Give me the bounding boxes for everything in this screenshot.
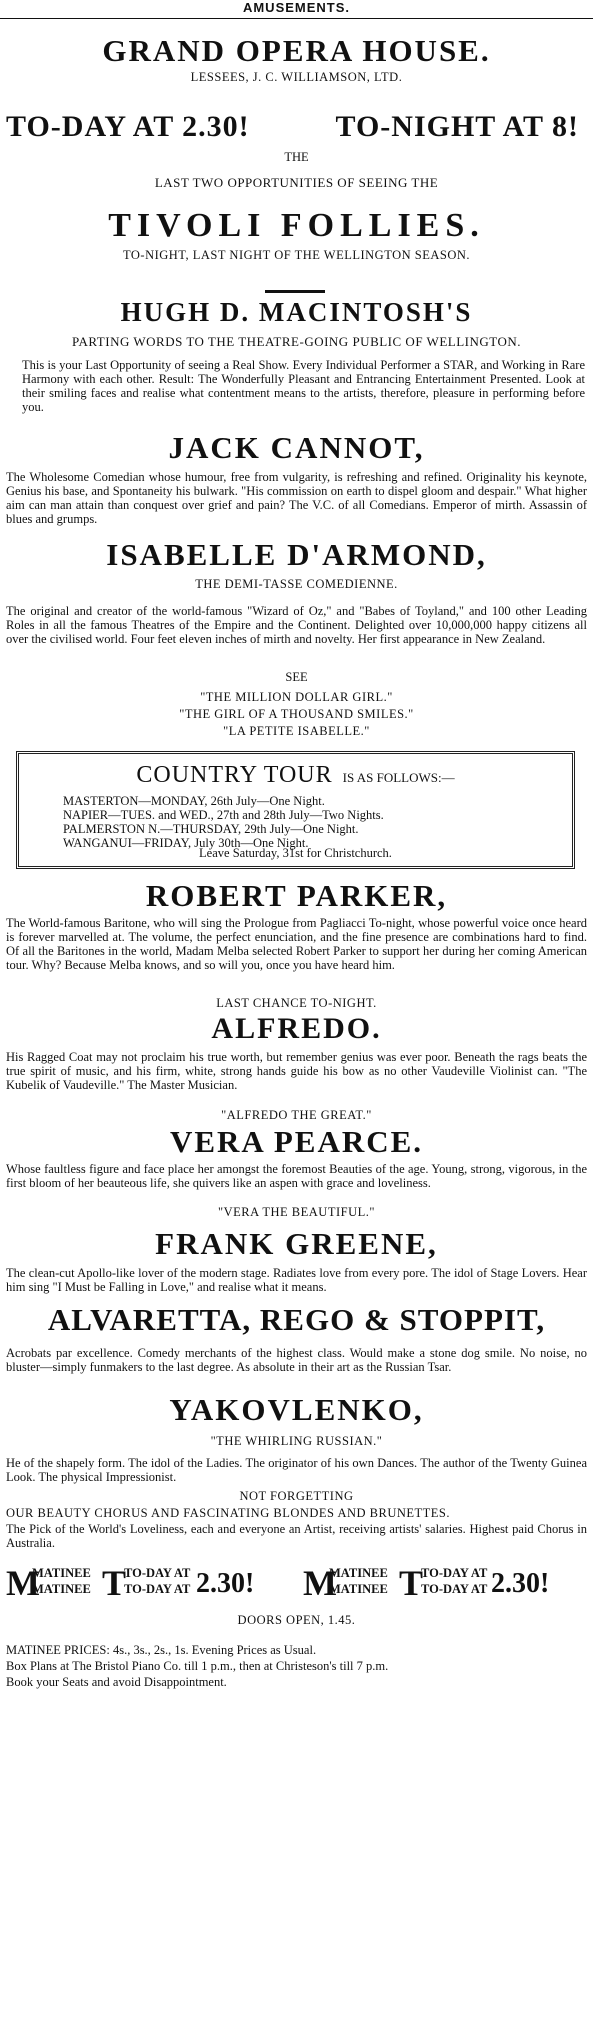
tour-date: PALMERSTON N.—THURSDAY, 29th July—One Night. <box>63 822 359 836</box>
matinee-label: MATINEE <box>32 1582 91 1596</box>
theatre-lessees: LESSEES, J. C. WILLIAMSON, LTD. <box>190 70 403 84</box>
pearce-name: VERA PEARCE. <box>169 1124 424 1159</box>
ornament-divider <box>265 290 325 293</box>
yakovlenko-body: He of the shapely form. The idol of the Ladies. The originator of his own Dances. The author of the Twenty Guinea Look. The physical Impressionist. <box>6 1456 587 1484</box>
parker-name: ROBERT PARKER, <box>145 878 448 913</box>
alvaretta-name: ALVARETTA, REGO & STOPPIT, <box>47 1302 546 1337</box>
darmond-nickname: "LA PETITE ISABELLE." <box>223 724 370 738</box>
tour-date: MASTERTON—MONDAY, 26th July—One Night. <box>63 794 325 808</box>
opportunities-line: LAST TWO OPPORTUNITIES OF SEEING THE <box>154 175 439 190</box>
booking-note: Book your Seats and avoid Disappointment. <box>6 1675 227 1689</box>
darmond-nickname: "THE MILLION DOLLAR GIRL." <box>200 690 393 704</box>
alfredo-name: ALFREDO. <box>211 1012 382 1045</box>
matinee-block-right: M MATINEE MATINEE T TO-DAY AT TO-DAY AT 2.30! <box>303 1563 550 1603</box>
section-header: AMUSEMENTS. <box>242 0 351 15</box>
matinee-prices: MATINEE PRICES: 4s., 3s., 2s., 1s. Evening Prices as Usual. <box>6 1643 317 1657</box>
doors-open: DOORS OPEN, 1.45. <box>237 1613 356 1627</box>
darmond-see: SEE <box>285 670 308 684</box>
parker-body: The World-famous Baritone, who will sing the Prologue from Pagliacci To-night, whose powerful voice once heard is forever marvelled at. The volume, the perfect enunciation, and the fine presence are combinations hard to find. Of all the Baritones in the world, Madam Melba selected Robert Parker to support her during her coming American tour. Why? Because Melba knows, and so will you, once you have heard him. <box>6 916 587 972</box>
matinee-day: TO-DAY AT <box>124 1582 191 1596</box>
darmond-name: ISABELLE D'ARMOND, <box>106 537 487 572</box>
pearce-body: Whose faultless figure and face place her amongst the foremost Beauties of the age. Young, strong, vigorous, in the first bloom of her beauteous life, she quivers like an aspen with grace and loveliness. <box>6 1162 587 1190</box>
beauty-chorus-body: The Pick of the World's Loveliness, each and everyone an Artist, receiving artists' salaries. Highest paid Chorus in Australia. <box>6 1522 587 1550</box>
matinee-label: MATINEE <box>329 1582 388 1596</box>
pearce-tagline: "VERA THE BEAUTIFUL." <box>218 1205 375 1219</box>
header-divider <box>0 18 593 19</box>
tour-date: WANGANUI—FRIDAY, July 30th—One Night. <box>63 836 309 850</box>
darmond-body: The original and creator of the world-famous "Wizard of Oz," and "Babes of Toyland," and 100 other Leading Roles in all the famous Theatres of the Empire and the Continent. Delighted over 10,000,000 happy citizens all over the civilised world. Four feet eleven inches of mirth and novelty. Her first appearance in New Zealand. <box>6 604 587 646</box>
macintosh-body: This is your Last Opportunity of seeing a Real Show. Every Individual Performer a STAR, and Working in Rare Harmony with each other. Result: The Wonderfully Pleasant and Entrancing Entertainment Presented. Look at their smiling faces and realise what contentment means to the artists, therefore, pleasure in performing before you. <box>22 358 585 414</box>
matinee-block-left: M MATINEE MATINEE T TO-DAY AT TO-DAY AT 2.30! <box>6 1563 255 1603</box>
tour-title: COUNTRY TOUR <box>136 762 333 788</box>
matinee-label: MATINEE <box>32 1566 91 1580</box>
season-line: TO-NIGHT, LAST NIGHT OF THE WELLINGTON SEASON. <box>122 248 471 262</box>
tour-date: NAPIER—TUES. and WED., 27th and 28th July—Two Nights. <box>63 808 384 822</box>
greene-body: The clean-cut Apollo-like lover of the modern stage. Radiates love from every pore. The idol of Stage Lovers. Hear him sing "I Must be Falling in Love," and realise what it means. <box>6 1266 587 1294</box>
yakovlenko-subtitle: "THE WHIRLING RUSSIAN." <box>210 1434 383 1448</box>
theatre-name: GRAND OPERA HOUSE. <box>102 33 491 68</box>
matinee-label: MATINEE <box>329 1566 388 1580</box>
greene-name: FRANK GREENE, <box>155 1226 438 1261</box>
yakovlenko-name: YAKOVLENKO, <box>169 1392 424 1427</box>
alfredo-body: His Ragged Coat may not proclaim his true worth, but remember genius was ever poor. Beneath the rags beats the true spirit of music, and his firm, white, strong hands guide his bow as no other Vaudeville Violinist can. "The Kubelik of Vaudeville." The Master Musician. <box>6 1050 587 1092</box>
darmond-subtitle: THE DEMI-TASSE COMEDIENNE. <box>195 577 398 591</box>
matinee-day: TO-DAY AT <box>421 1566 488 1580</box>
alfredo-tagline: "ALFREDO THE GREAT." <box>221 1108 372 1122</box>
matinee-time: 2.30! <box>196 1568 255 1599</box>
tour-heading <box>19 762 572 789</box>
box-plans: Box Plans at The Bristol Piano Co. till 1 p.m., then at Christeson's till 7 p.m. <box>6 1659 389 1673</box>
darmond-nickname: "THE GIRL OF A THOUSAND SMILES." <box>179 707 414 721</box>
alvaretta-body: Acrobats par excellence. Comedy merchants of the highest class. Would make a stone dog smile. No noise, no bluster—simply funmakers to the last degree. As absolute in their art as the Russian Tsar. <box>6 1346 587 1374</box>
macintosh-subtitle: PARTING WORDS TO THE THEATRE-GOING PUBLIC OF WELLINGTON. <box>71 334 521 349</box>
cannot-name: JACK CANNOT, <box>168 430 425 465</box>
matinee-time: TO-DAY AT 2.30! <box>6 110 250 143</box>
performance-times <box>6 110 587 148</box>
matinee-day: TO-DAY AT <box>421 1582 488 1596</box>
matinee-time: 2.30! <box>491 1568 550 1599</box>
matinee-banner <box>6 1562 587 1602</box>
country-tour-box <box>16 751 575 869</box>
the-label: THE <box>284 150 309 164</box>
macintosh-name: HUGH D. MACINTOSH'S <box>120 297 473 327</box>
beauty-chorus-heading: OUR BEAUTY CHORUS AND FASCINATING BLONDES AND BRUNETTES. <box>6 1506 450 1520</box>
alfredo-last-chance: LAST CHANCE TO-NIGHT. <box>216 996 377 1010</box>
matinee-day: TO-DAY AT <box>124 1566 191 1580</box>
tour-dates <box>63 794 566 850</box>
not-forgetting: NOT FORGETTING <box>239 1489 354 1503</box>
show-title: TIVOLI FOLLIES. <box>108 207 485 244</box>
tour-leave: Leave Saturday, 31st for Christchurch. <box>199 846 392 860</box>
cannot-body: The Wholesome Comedian whose humour, free from vulgarity, is refreshing and refined. Originality his keynote, Genius his base, and Spontaneity his bulwark. "His commission on earth to dispel gloom and despair." What higher aim can man attain than conquest over grief and pain? The V.C. of all Comedians. Emperor of mirth. Assassin of blues and grumps. <box>6 470 587 526</box>
tour-follows: IS AS FOLLOWS:— <box>342 770 455 785</box>
evening-time: TO-NIGHT AT 8! <box>335 110 579 143</box>
